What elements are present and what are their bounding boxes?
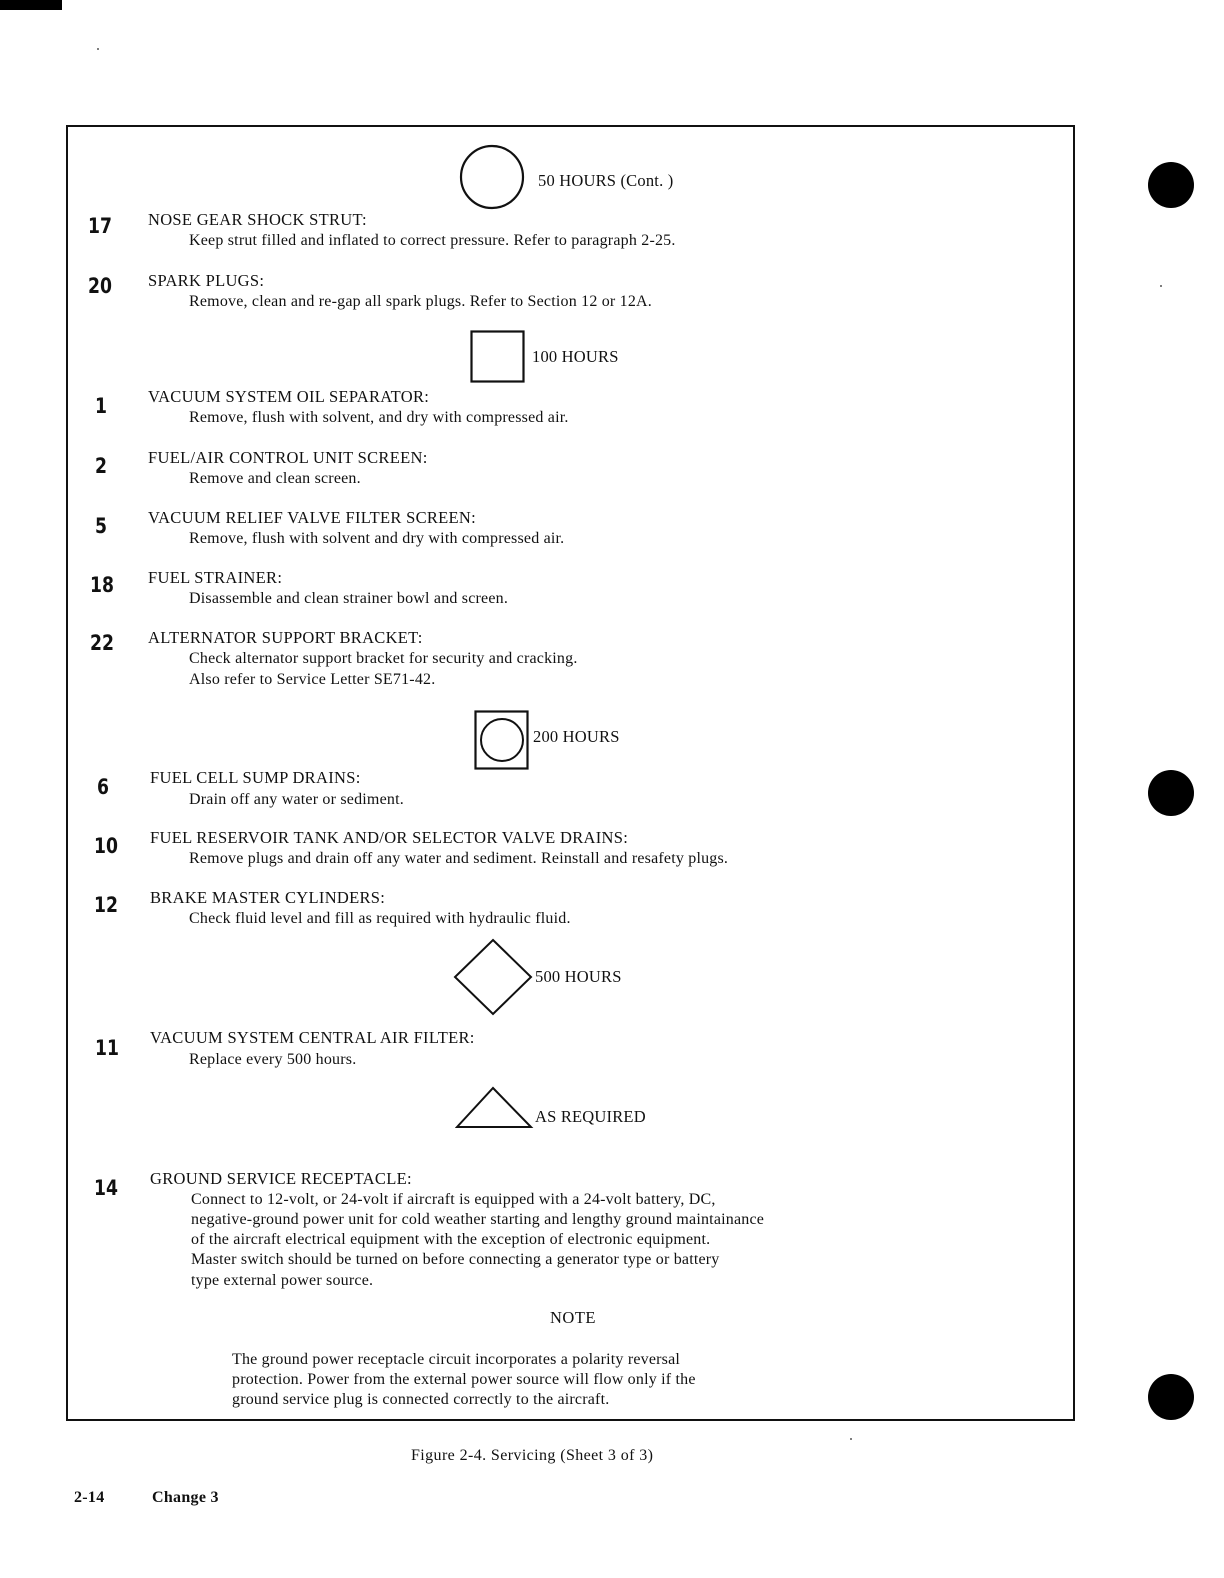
- item-number: 10: [94, 834, 118, 858]
- binder-hole: [1148, 770, 1194, 816]
- item-text: Drain off any water or sediment.: [189, 791, 404, 808]
- item-text: type external power source.: [191, 1272, 374, 1289]
- figure-caption: Figure 2-4. Servicing (Sheet 3 of 3): [411, 1447, 654, 1464]
- item-text: Remove plugs and drain off any water and sediment. Reinstall and resafety plugs.: [189, 850, 729, 867]
- item-title: GROUND SERVICE RECEPTACLE:: [150, 1169, 412, 1188]
- item-text: Connect to 12-volt, or 24-volt if aircraft is equipped with a 24-volt battery, DC,: [191, 1191, 716, 1208]
- item-number: 5: [95, 514, 107, 538]
- section-header-50-hours: 50 HOURS (Cont. ): [538, 171, 674, 190]
- item-number: 14: [94, 1176, 118, 1200]
- binder-hole: [1148, 162, 1194, 208]
- section-header-as-required: AS REQUIRED: [535, 1107, 646, 1126]
- item-text: of the aircraft electrical equipment with the exception of electronic equipment.: [191, 1231, 711, 1248]
- item-text: Also refer to Service Letter SE71-42.: [189, 671, 436, 688]
- item-number: 12: [94, 893, 118, 917]
- note-text: protection. Power from the external power source will flow only if the: [232, 1371, 696, 1388]
- item-text: Remove, clean and re-gap all spark plugs. Refer to Section 12 or 12A.: [189, 293, 653, 310]
- item-title: NOSE GEAR SHOCK STRUT:: [148, 210, 367, 229]
- page-number: 2-14: [74, 1489, 105, 1506]
- item-title: FUEL STRAINER:: [148, 568, 283, 587]
- item-text: Master switch should be turned on before connecting a generator type or battery: [191, 1251, 720, 1268]
- item-title: ALTERNATOR SUPPORT BRACKET:: [148, 628, 423, 647]
- diamond-icon: [453, 938, 533, 1016]
- item-title: BRAKE MASTER CYLINDERS:: [150, 888, 386, 907]
- item-title: VACUUM SYSTEM OIL SEPARATOR:: [148, 387, 430, 406]
- item-number: 18: [90, 573, 114, 597]
- item-text: Disassemble and clean strainer bowl and screen.: [189, 590, 509, 607]
- item-number: 22: [90, 631, 114, 655]
- item-number: 20: [88, 274, 112, 298]
- scan-speck: [850, 1438, 852, 1440]
- item-title: FUEL/AIR CONTROL UNIT SCREEN:: [148, 448, 428, 467]
- item-title: VACUUM RELIEF VALVE FILTER SCREEN:: [148, 508, 477, 527]
- item-text: Remove and clean screen.: [189, 470, 361, 487]
- item-number: 11: [95, 1036, 119, 1060]
- item-title: FUEL CELL SUMP DRAINS:: [150, 768, 361, 787]
- note-heading: NOTE: [550, 1308, 596, 1327]
- item-number: 2: [95, 454, 107, 478]
- note-text: ground service plug is connected correctly to the aircraft.: [232, 1391, 610, 1408]
- corner-registration-mark: [0, 0, 62, 10]
- item-text: Check alternator support bracket for security and cracking.: [189, 650, 578, 667]
- item-text: Replace every 500 hours.: [189, 1051, 357, 1068]
- scan-speck: [1160, 285, 1162, 287]
- item-number: 6: [97, 775, 109, 799]
- item-title: VACUUM SYSTEM CENTRAL AIR FILTER:: [150, 1028, 475, 1047]
- item-title: FUEL RESERVOIR TANK AND/OR SELECTOR VALVE DRAINS:: [150, 828, 629, 847]
- item-text: Check fluid level and fill as required with hydraulic fluid.: [189, 910, 571, 927]
- section-header-200-hours: 200 HOURS: [533, 727, 620, 746]
- section-header-500-hours: 500 HOURS: [535, 967, 622, 986]
- square-icon: [470, 330, 526, 384]
- binder-hole: [1148, 1374, 1194, 1420]
- change-number: Change 3: [152, 1489, 219, 1506]
- item-title: SPARK PLUGS:: [148, 271, 265, 290]
- circle-icon: [459, 144, 525, 210]
- circle-in-square-icon: [474, 710, 530, 770]
- item-text: Remove, flush with solvent, and dry with compressed air.: [189, 409, 569, 426]
- triangle-icon: [455, 1086, 535, 1130]
- item-number: 17: [88, 214, 112, 238]
- item-text: Remove, flush with solvent and dry with compressed air.: [189, 530, 565, 547]
- note-text: The ground power receptacle circuit incorporates a polarity reversal: [232, 1351, 681, 1368]
- scan-speck: [97, 48, 99, 50]
- item-text: Keep strut filled and inflated to correct pressure. Refer to paragraph 2-25.: [189, 232, 676, 249]
- section-header-100-hours: 100 HOURS: [532, 347, 619, 366]
- item-text: negative-ground power unit for cold weather starting and lengthy ground maintainance: [191, 1211, 765, 1228]
- item-number: 1: [95, 394, 107, 418]
